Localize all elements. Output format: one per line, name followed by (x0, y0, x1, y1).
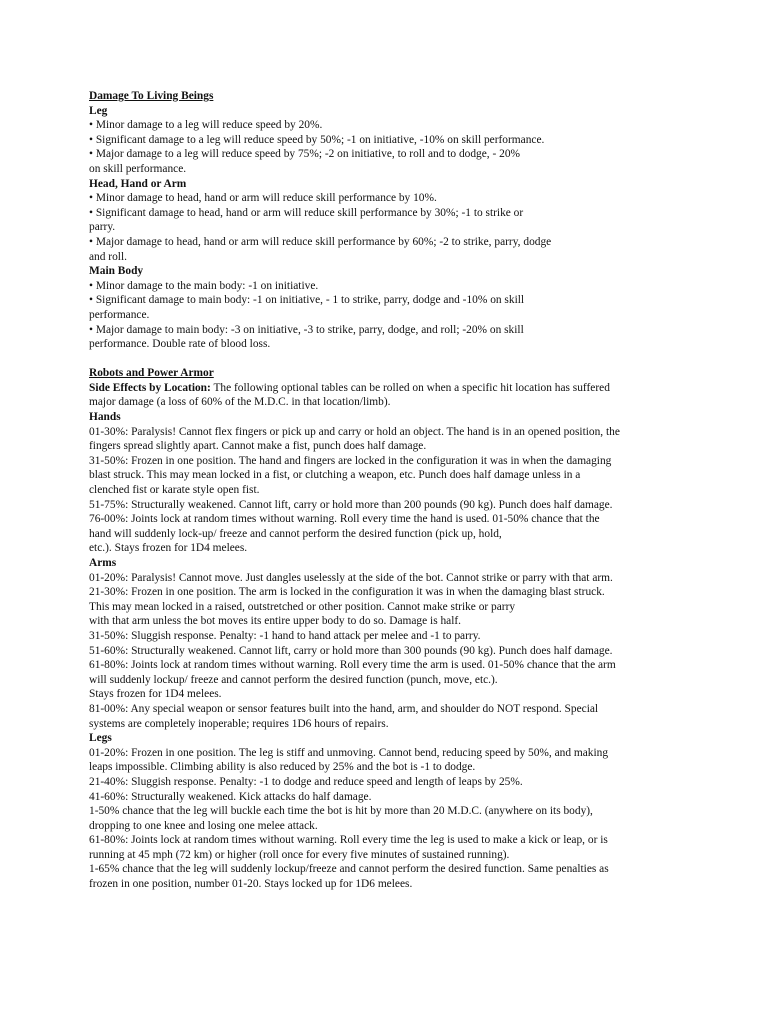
body-line-1: • Minor damage to the main body: -1 on initiative. (89, 279, 319, 292)
arms-line-6: 51-60%: Structurally weakened. Cannot lift, carry or hold more than 300 pounds (90 kg). Punch does half damage. (89, 644, 613, 657)
intro-text: The following optional tables can be rolled on when a specific hit location has suffered (210, 381, 610, 394)
leg-line-1: • Minor damage to a leg will reduce speed by 20%. (89, 119, 323, 132)
hands-line-6: 51-75%: Structurally weakened. Cannot lift, carry or hold more than 200 pounds (90 kg). Punch does half damage. (89, 498, 613, 511)
hands-line-9: etc.). Stays frozen for 1D4 melees. (89, 542, 248, 555)
arms-line-8: will suddenly lockup/ freeze and cannot perform the desired function (punch, move, etc.). (89, 673, 498, 686)
legs-line-7: 61-80%: Joints lock at random times without warning. Roll every time the leg is used to make a kick or leap, or is (89, 834, 608, 847)
hands-line-4: blast struck. This may mean locked in a fist, or clutching a weapon, etc. Punch does half damage unless in a (89, 469, 581, 482)
body-line-2: • Significant damage to main body: -1 on initiative, - 1 to strike, parry, dodge and -10% on skill (89, 294, 525, 307)
arms-line-11: systems are completely inoperable; requires 1D6 hours of repairs. (89, 717, 389, 730)
arms-line-10: 81-00%: Any special weapon or sensor features built into the hand, arm, and shoulder do NOT respond. Special (89, 702, 599, 715)
legs-line-5: 1-50% chance that the leg will buckle each time the bot is hit by more than 20 M.D.C. (anywhere on its body), (89, 805, 593, 818)
hands-line-2: fingers spread slightly apart. Cannot make a fist, punch does half damage. (89, 440, 427, 453)
subheading-head-hand-arm: Head, Hand or Arm (89, 177, 187, 190)
head-line-5: and roll. (89, 250, 127, 263)
legs-line-4: 41-60%: Structurally weakened. Kick attacks do half damage. (89, 790, 372, 803)
legs-line-6: dropping to one knee and losing one melee attack. (89, 819, 318, 832)
hands-line-7: 76-00%: Joints lock at random times without warning. Roll every time the hand is used. 01-50% chance that the (89, 513, 600, 526)
leg-line-2: • Significant damage to a leg will reduce speed by 50%; -1 on initiative, -10% on skill performance. (89, 133, 545, 146)
arms-line-7: 61-80%: Joints lock at random times without warning. Roll every time the arm is used. 01-50% chance that the arm (89, 659, 616, 672)
hands-line-3: 31-50%: Frozen in one position. The hand and fingers are locked in the configuration it was in when the damaging (89, 454, 612, 467)
subheading-main-body: Main Body (89, 265, 144, 278)
arms-line-2: 21-30%: Frozen in one position. The arm is locked in the configuration it was in when the damaging blast struck. (89, 586, 605, 599)
arms-line-9: Stays frozen for 1D4 melees. (89, 688, 222, 701)
head-line-3: parry. (89, 221, 116, 234)
head-line-4: • Major damage to head, hand or arm will reduce skill performance by 60%; -2 to strike, parry, dodge (89, 235, 552, 248)
leg-line-3: • Major damage to a leg will reduce speed by 75%; -2 on initiative, to roll and to dodge, - 20% (89, 148, 521, 161)
hands-line-5: clenched fist or karate style open fist. (89, 484, 260, 497)
arms-line-5: 31-50%: Sluggish response. Penalty: -1 hand to hand attack per melee and -1 to parry. (89, 629, 481, 642)
body-line-4: • Major damage to main body: -3 on initiative, -3 to strike, parry, dodge, and roll; -20% on skill (89, 323, 524, 336)
body-line-5: performance. Double rate of blood loss. (89, 338, 271, 351)
intro-line-1 (89, 381, 689, 396)
head-line-2: • Significant damage to head, hand or arm will reduce skill performance by 30%; -1 to strike or (89, 206, 524, 219)
legs-line-2: leaps impossible. Climbing ability is also reduced by 25% and the bot is -1 to dodge. (89, 761, 476, 774)
legs-line-10: frozen in one position, number 01-20. Stays locked up for 1D6 melees. (89, 878, 413, 891)
subheading-hands: Hands (89, 411, 121, 424)
hands-line-1: 01-30%: Paralysis! Cannot flex fingers or pick up and carry or hold an object. The hand is in an opened position, the (89, 425, 620, 438)
body-line-3: performance. (89, 308, 150, 321)
subheading-arms: Arms (89, 557, 117, 569)
hands-line-8: hand will suddenly lock-up/ freeze and cannot perform the desired function (pick up, hold, (89, 527, 502, 540)
section-title-robots: Robots and Power Armor (89, 367, 214, 380)
subheading-leg: Leg (89, 104, 108, 117)
section-gap (89, 352, 689, 367)
document-page (89, 89, 689, 892)
leg-line-4: on skill performance. (89, 162, 187, 175)
legs-line-1: 01-20%: Frozen in one position. The leg is stiff and unmoving. Cannot bend, reducing speed by 50%, and making (89, 746, 609, 759)
head-line-1: • Minor damage to head, hand or arm will reduce skill performance by 10%. (89, 192, 437, 205)
legs-line-9: 1-65% chance that the leg will suddenly lockup/freeze and cannot perform the desired function. Same penalties as (89, 863, 609, 876)
intro-line-2: major damage (a loss of 60% of the M.D.C. in that location/limb). (89, 396, 391, 409)
arms-line-4: with that arm unless the bot moves its entire upper body to do so. Damage is half. (89, 615, 462, 628)
legs-line-3: 21-40%: Sluggish response. Penalty: -1 to dodge and reduce speed and length of leaps by 25%. (89, 775, 523, 788)
arms-line-1: 01-20%: Paralysis! Cannot move. Just dangles uselessly at the side of the bot. Cannot strike or parry with that arm. (89, 571, 613, 584)
intro-label: Side Effects by Location: (89, 381, 211, 394)
arms-line-3: This may mean locked in a raised, outstretched or other position. Cannot make strike or parry (89, 600, 516, 613)
legs-line-8: running at 45 mph (72 km) or higher (roll once for every five minutes of sustained running). (89, 848, 510, 861)
section-title-living-beings: Damage To Living Beings (89, 90, 214, 102)
subheading-legs: Legs (89, 732, 112, 745)
